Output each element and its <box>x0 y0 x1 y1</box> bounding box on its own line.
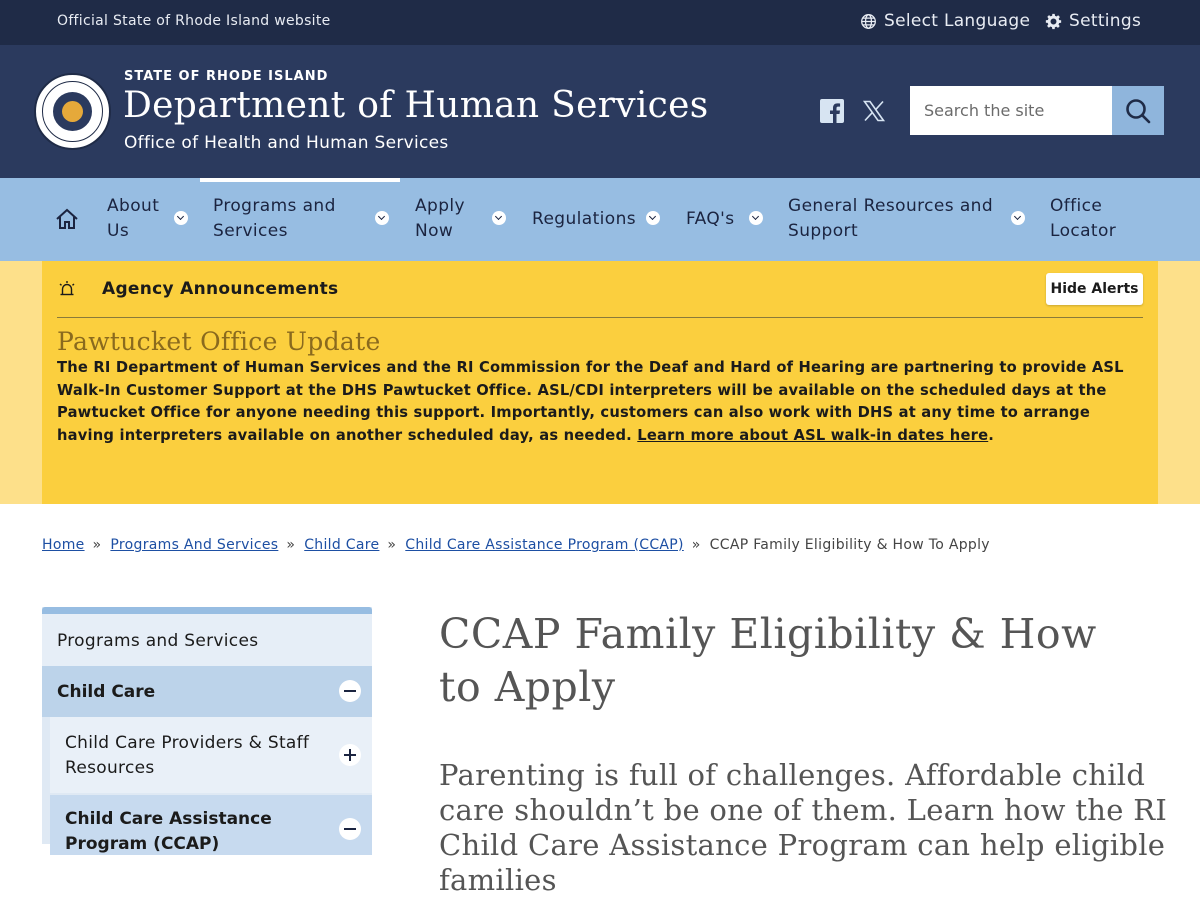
search-icon <box>1124 97 1152 125</box>
alert-title: Pawtucket Office Update <box>57 327 381 356</box>
section-sidebar <box>42 607 372 854</box>
collapse-minus-icon[interactable] <box>339 818 361 840</box>
breadcrumb-separator: » <box>286 537 296 553</box>
select-language-button[interactable] <box>860 11 1030 31</box>
breadcrumb-ccap[interactable]: Child Care Assistance Program (CCAP) <box>405 537 684 553</box>
hide-alerts-button[interactable]: Hide Alerts <box>1046 273 1143 305</box>
breadcrumb-separator: » <box>387 537 397 553</box>
x-twitter-icon[interactable] <box>861 98 887 124</box>
breadcrumb-separator: » <box>691 537 701 553</box>
chevron-down-icon[interactable] <box>174 211 188 225</box>
sidebar-item-ccap[interactable] <box>50 795 372 855</box>
expand-plus-icon[interactable] <box>339 744 361 766</box>
sidebar-item-label: Child Care <box>57 682 156 702</box>
alarm-bell-icon <box>58 280 76 298</box>
nav-active-indicator <box>200 178 400 182</box>
seal-emblem-icon <box>53 92 92 131</box>
announcements-heading: Agency Announcements <box>102 279 339 299</box>
home-icon[interactable] <box>55 207 79 231</box>
breadcrumb-child-care[interactable]: Child Care <box>304 537 380 553</box>
chevron-down-icon[interactable] <box>492 211 506 225</box>
alert-body <box>57 357 1147 447</box>
select-language-label: Select Language <box>884 11 1031 31</box>
sidebar-item-programs-and-services[interactable] <box>42 614 372 666</box>
breadcrumb-home[interactable]: Home <box>42 537 85 553</box>
search-button[interactable] <box>1112 86 1164 135</box>
main-navigation <box>0 178 1200 261</box>
breadcrumb-programs-and-services[interactable]: Programs And Services <box>110 537 279 553</box>
nav-item-general-resources[interactable]: General Resources and Support <box>788 196 994 241</box>
alert-body-text: The RI Department of Human Services and the RI Commission for the Deaf and Hard of Hearing are partnering to provide ASL Walk-In Customer Support at the DHS Pawtucket Office. ASL/CDI interpreters will be available on the scheduled days at the Pawtucket Office for anyone needing this support. Importantly, customers can also work with DHS at any time to arrange having interpreters available on another scheduled day, as needed. <box>57 359 1124 444</box>
site-search <box>910 86 1164 135</box>
site-header <box>0 45 1200 178</box>
sidebar-item-label: Programs and Services <box>57 631 259 651</box>
office-subtitle: Office of Health and Human Services <box>124 133 449 153</box>
gear-icon <box>1045 13 1062 30</box>
chevron-down-icon[interactable] <box>375 211 389 225</box>
facebook-icon[interactable] <box>819 98 845 124</box>
sidebar-item-label: Child Care Providers & Staff Resources <box>65 733 310 778</box>
sidebar-top-border <box>42 607 372 614</box>
nav-item-faqs[interactable]: FAQ's <box>686 209 735 229</box>
asl-dates-link[interactable]: Learn more about ASL walk-in dates here <box>637 426 989 444</box>
alert-divider <box>57 317 1143 318</box>
nav-item-programs-and-services[interactable]: Programs and Services <box>213 196 336 241</box>
chevron-down-icon[interactable] <box>749 211 763 225</box>
sidebar-item-label: Child Care Assistance Program (CCAP) <box>65 809 272 854</box>
nav-item-apply-now[interactable]: Apply Now <box>415 196 465 241</box>
chevron-down-icon[interactable] <box>1011 211 1025 225</box>
official-site-notice: Official State of Rhode Island website <box>57 13 331 29</box>
alerts-region <box>0 261 1200 504</box>
state-label: STATE OF RHODE ISLAND <box>124 69 329 84</box>
breadcrumb <box>42 537 990 553</box>
breadcrumb-current: CCAP Family Eligibility & How To Apply <box>709 537 990 553</box>
alert-body-end: . <box>988 426 995 444</box>
collapse-minus-icon[interactable] <box>339 680 361 702</box>
top-utility-bar <box>0 0 1200 45</box>
settings-button[interactable] <box>1045 11 1141 31</box>
search-input[interactable] <box>910 86 1112 135</box>
dhs-seal-logo[interactable] <box>34 73 111 150</box>
alert-panel <box>42 261 1158 504</box>
chevron-down-icon[interactable] <box>646 211 660 225</box>
nav-item-office-locator[interactable]: Office Locator <box>1050 196 1117 241</box>
settings-label: Settings <box>1069 11 1142 31</box>
sidebar-item-child-care-providers[interactable] <box>50 717 372 793</box>
globe-icon <box>860 13 877 30</box>
breadcrumb-separator: » <box>92 537 102 553</box>
sidebar-item-child-care[interactable] <box>42 666 372 717</box>
nav-item-regulations[interactable]: Regulations <box>532 209 637 229</box>
nav-item-about-us[interactable]: About Us <box>107 196 160 241</box>
page-title: CCAP Family Eligibility & How to Apply <box>439 610 1097 711</box>
department-title[interactable]: Department of Human Services <box>123 85 709 126</box>
lead-paragraph: Parenting is full of challenges. Affordable child care shouldn’t be one of them. Learn how the RI Child Care Assistance Program can help eligible families <box>439 758 1168 897</box>
